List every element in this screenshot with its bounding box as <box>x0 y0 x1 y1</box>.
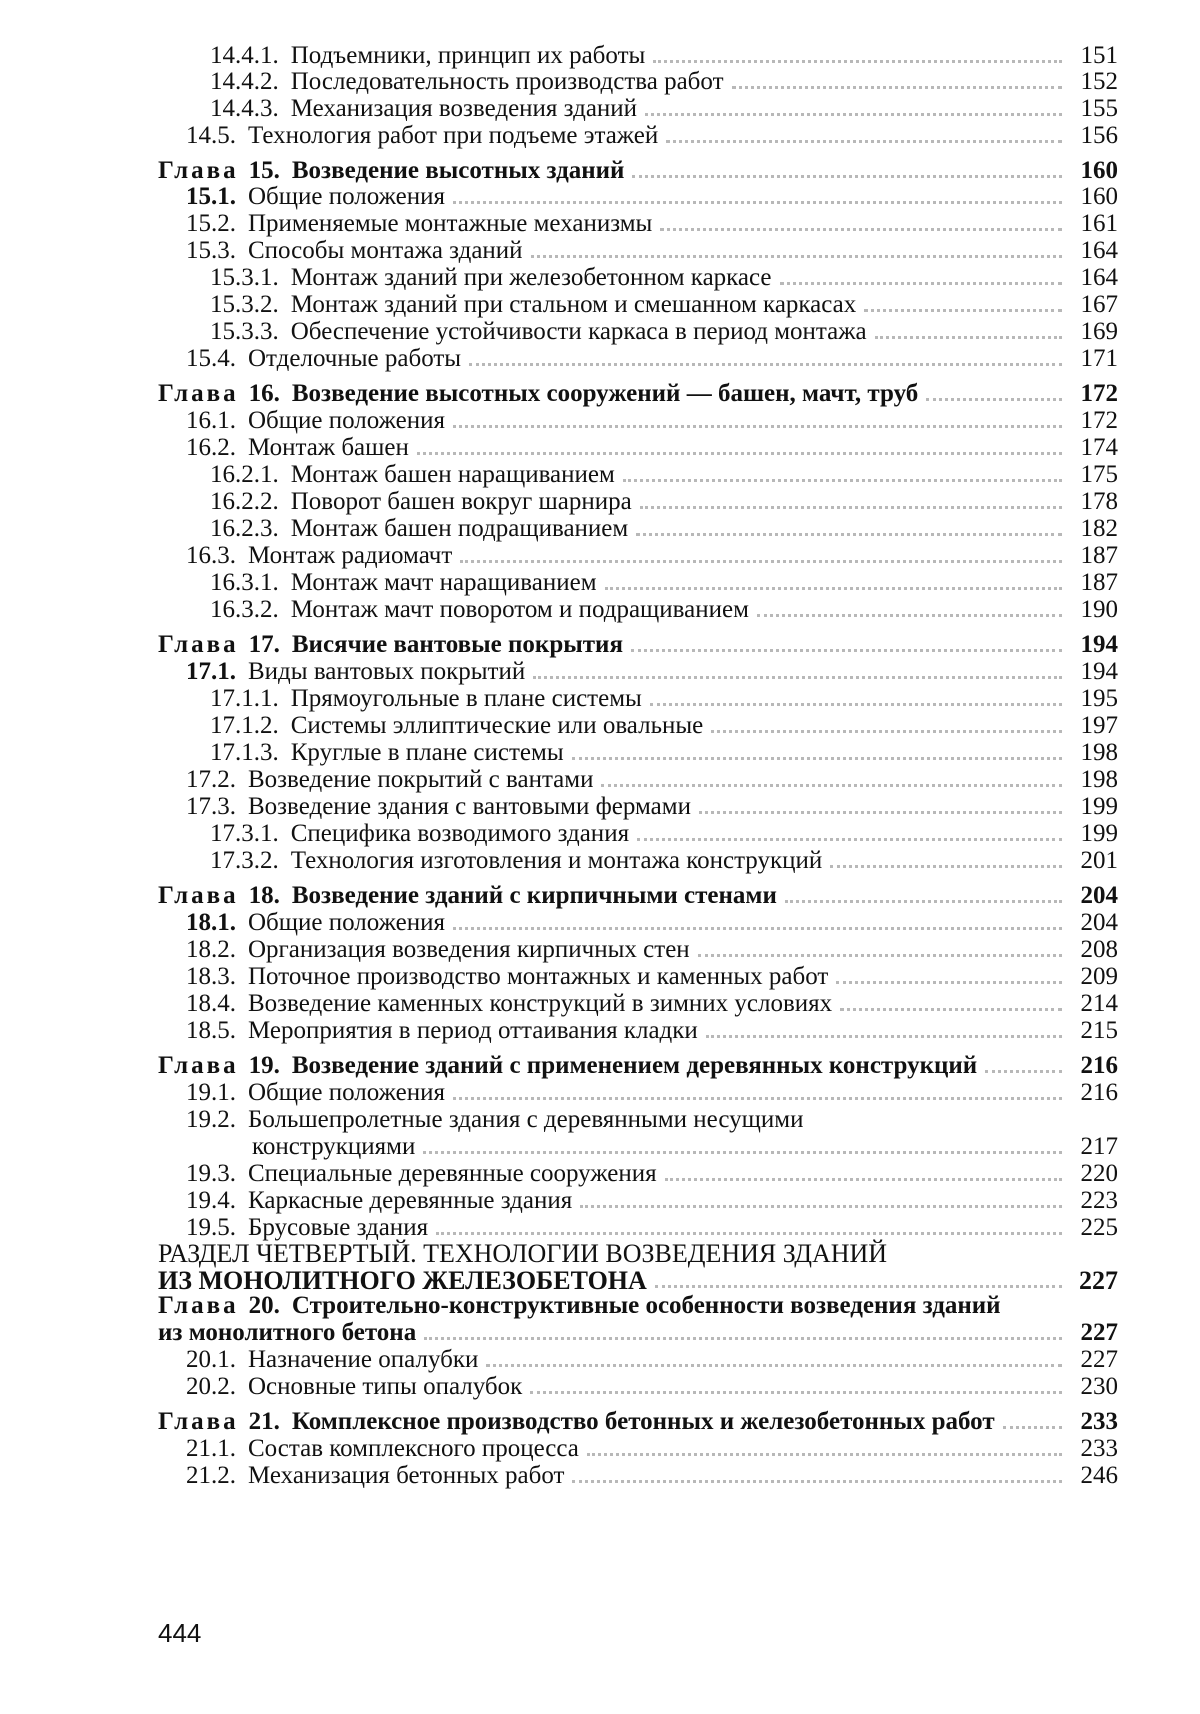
entry-page-number: 187 <box>1080 542 1118 569</box>
entry-page-number: 227 <box>1080 1319 1118 1346</box>
entry-title: Специальные деревянные сооружения <box>248 1160 657 1187</box>
entry-number: 19.3. <box>186 1160 236 1187</box>
dot-leader <box>572 751 1062 760</box>
toc-entry <box>186 122 1118 150</box>
toc-chapter-entry <box>158 631 1118 659</box>
entry-number: 16.1. <box>186 407 236 434</box>
entry-page-number: 172 <box>1080 380 1118 407</box>
toc-entry <box>186 237 1118 265</box>
dot-leader <box>926 392 1062 401</box>
toc-entry <box>210 847 1118 875</box>
entry-title: Висячие вантовые покрытия <box>291 631 623 658</box>
toc-entry <box>186 1187 1118 1215</box>
entry-number: 14.4.1. <box>210 42 279 69</box>
toc-part-entry <box>158 1240 1118 1268</box>
entry-number: 14.5. <box>186 122 236 149</box>
dot-leader <box>757 608 1062 617</box>
entry-page-number: 220 <box>1080 1160 1118 1187</box>
entry-number: 18.2. <box>186 936 236 963</box>
toc-entry <box>210 488 1118 516</box>
entry-title: Возведение высотных зданий <box>291 157 625 184</box>
entry-page-number: 216 <box>1080 1079 1118 1106</box>
entry-title: Монтаж зданий при железобетонном каркасе <box>290 264 772 291</box>
entry-title: Прямоугольные в плане системы <box>290 685 642 712</box>
entry-page-number: 164 <box>1080 264 1118 291</box>
entry-title: Круглые в плане системы <box>290 739 564 766</box>
entry-number: 17.1.2. <box>210 712 279 739</box>
entry-page-number: 175 <box>1080 461 1118 488</box>
dot-leader <box>417 446 1062 455</box>
entry-title: Виды вантовых покрытий <box>248 658 526 685</box>
entry-title: Монтаж башен <box>248 434 409 461</box>
entry-page-number: 174 <box>1080 434 1118 461</box>
dot-leader <box>632 169 1062 178</box>
entry-page-number: 230 <box>1080 1373 1118 1400</box>
entry-title: Общие положения <box>248 909 445 936</box>
entry-title: Подъемники, принцип их работы <box>290 42 646 69</box>
entry-number: 19.4. <box>186 1187 236 1214</box>
entry-title: Общие положения <box>248 183 445 210</box>
dot-leader <box>623 473 1062 482</box>
chapter-label: Глава <box>158 380 239 407</box>
entry-title: Каркасные деревянные здания <box>248 1187 573 1214</box>
dot-leader <box>533 670 1062 679</box>
entry-title: конструкциями <box>252 1133 416 1160</box>
toc-entry <box>186 909 1118 937</box>
entry-number: 16.2.3. <box>210 515 279 542</box>
toc-chapter-entry <box>158 1052 1118 1080</box>
toc-entry <box>186 963 1118 991</box>
entry-page-number: 161 <box>1080 210 1118 237</box>
entry-title: Применяемые монтажные механизмы <box>248 210 653 237</box>
entry-number: 15.3.1. <box>210 264 279 291</box>
dot-leader <box>653 54 1062 63</box>
entry-page-number: 223 <box>1080 1187 1118 1214</box>
toc-chapter-entry <box>158 380 1118 408</box>
chapter-label: Глава <box>158 1408 239 1435</box>
entry-number: 16.2.1. <box>210 461 279 488</box>
entry-number: 16.3. <box>186 542 236 569</box>
entry-number: 20.1. <box>186 1346 236 1373</box>
chapter-label: Глава <box>158 1052 239 1079</box>
entry-page-number: 233 <box>1080 1435 1118 1462</box>
toc-entry <box>186 345 1118 373</box>
entry-title: Возведение зданий с кирпичными стенами <box>291 882 777 909</box>
dot-leader <box>650 697 1062 706</box>
dot-leader <box>785 894 1062 903</box>
dot-leader <box>836 975 1062 984</box>
entry-title: Монтаж башен подращиванием <box>290 515 629 542</box>
dot-leader <box>985 1064 1062 1073</box>
entry-title: Последовательность производства работ <box>290 68 724 95</box>
entry-title: Комплексное производство бетонных и железобетонных работ <box>291 1408 995 1435</box>
entry-title: Назначение опалубки <box>248 1346 479 1373</box>
entry-title: Системы эллиптические или овальные <box>290 712 704 739</box>
entry-page-number: 209 <box>1080 963 1118 990</box>
dot-leader <box>637 832 1062 841</box>
toc-entry <box>210 264 1118 292</box>
entry-title: Возведение покрытий с вантами <box>248 766 594 793</box>
entry-page-number: 204 <box>1080 882 1118 909</box>
entry-page-number: 201 <box>1080 847 1118 874</box>
entry-page-number: 215 <box>1080 1017 1118 1044</box>
entry-title: Способы монтажа зданий <box>248 237 523 264</box>
toc-entry <box>186 1373 1118 1401</box>
entry-title: РАЗДЕЛ ЧЕТВЕРТЫЙ. ТЕХНОЛОГИИ ВОЗВЕДЕНИЯ ЗДАНИЙ <box>158 1239 888 1268</box>
toc-entry <box>186 434 1118 462</box>
entry-page-number: 156 <box>1080 122 1118 149</box>
dot-leader <box>665 1172 1062 1181</box>
toc-entry <box>186 1079 1118 1107</box>
entry-page-number: 208 <box>1080 936 1118 963</box>
entry-title: Возведение высотных сооружений — башен, мачт, труб <box>291 380 919 407</box>
dot-leader <box>698 948 1062 957</box>
entry-page-number: 151 <box>1080 42 1118 69</box>
dot-leader <box>1003 1420 1062 1429</box>
toc-entry <box>210 596 1118 624</box>
entry-page-number: 195 <box>1080 685 1118 712</box>
toc-entry <box>210 95 1118 123</box>
entry-page-number: 194 <box>1080 631 1118 658</box>
entry-title: Поточное производство монтажных и каменных работ <box>248 963 829 990</box>
entry-page-number: 160 <box>1080 183 1118 210</box>
entry-number: 19.2. <box>186 1106 236 1133</box>
entry-title: ИЗ МОНОЛИТНОГО ЖЕЛЕЗОБЕТОНА <box>158 1266 647 1295</box>
toc-entry <box>210 318 1118 346</box>
toc-entry <box>186 183 1118 211</box>
entry-title: Отделочные работы <box>248 345 462 372</box>
toc-entry <box>186 407 1118 435</box>
entry-page-number: 194 <box>1080 658 1118 685</box>
dot-leader <box>895 1255 1062 1261</box>
entry-number: 21. <box>248 1408 280 1435</box>
entry-number: 16.2. <box>186 434 236 461</box>
dot-leader <box>631 643 1062 652</box>
dot-leader <box>460 554 1062 563</box>
entry-page-number: 198 <box>1080 766 1118 793</box>
entry-number: 17.3.1. <box>210 820 279 847</box>
entry-number: 21.1. <box>186 1435 236 1462</box>
entry-number: 17.3. <box>186 793 236 820</box>
entry-title: Основные типы опалубок <box>248 1373 523 1400</box>
entry-title: Технология изготовления и монтажа конструкций <box>290 847 823 874</box>
dot-leader <box>453 419 1062 428</box>
toc-entry <box>210 515 1118 543</box>
page-number: 444 <box>158 1618 202 1648</box>
dot-leader <box>424 1331 1062 1340</box>
toc-entry <box>186 936 1118 964</box>
entry-title: Возведение каменных конструкций в зимних условиях <box>248 990 833 1017</box>
toc-entry <box>186 766 1118 794</box>
chapter-label: Глава <box>158 157 239 184</box>
chapter-label: Глава <box>158 1292 239 1319</box>
entry-number: 19.5. <box>186 1214 236 1241</box>
toc-entry <box>210 42 1118 70</box>
dot-leader <box>587 1447 1062 1456</box>
dot-leader <box>453 921 1062 930</box>
dot-leader <box>840 1002 1062 1011</box>
entry-title: Общие положения <box>248 407 445 434</box>
entry-title: из монолитного бетона <box>158 1319 417 1346</box>
entry-title: Общие положения <box>248 1079 445 1106</box>
toc-chapter-entry <box>158 157 1118 185</box>
dot-leader <box>531 249 1062 258</box>
toc-entry <box>210 820 1118 848</box>
toc-part-entry <box>158 1267 1118 1295</box>
entry-number: 16.2.2. <box>210 488 279 515</box>
toc-entry <box>210 712 1118 740</box>
dot-leader <box>453 195 1062 204</box>
entry-title: Поворот башен вокруг шарнира <box>290 488 632 515</box>
dot-leader <box>660 222 1062 231</box>
dot-leader <box>699 805 1062 814</box>
entry-page-number: 246 <box>1080 1462 1118 1489</box>
dot-leader <box>636 527 1062 536</box>
entry-number: 15.1. <box>186 183 236 210</box>
entry-page-number: 178 <box>1080 488 1118 515</box>
toc-entry <box>210 461 1118 489</box>
entry-title: Мероприятия в период оттаивания кладки <box>248 1017 698 1044</box>
toc-entry <box>186 1462 1118 1490</box>
entry-number: 17.2. <box>186 766 236 793</box>
entry-title: Механизация возведения зданий <box>290 95 638 122</box>
entry-title: Механизация бетонных работ <box>248 1462 565 1489</box>
entry-number: 15.3. <box>186 237 236 264</box>
entry-number: 14.4.3. <box>210 95 279 122</box>
entry-title: Возведение здания с вантовыми фермами <box>248 793 691 820</box>
dot-leader <box>864 303 1062 312</box>
toc-entry <box>186 542 1118 570</box>
toc-entry <box>186 1160 1118 1188</box>
entry-page-number: 216 <box>1080 1052 1118 1079</box>
entry-number: 15.2. <box>186 210 236 237</box>
toc-entry <box>186 793 1118 821</box>
toc-entry <box>210 685 1118 713</box>
entry-title: Возведение зданий с применением деревянных конструкций <box>291 1052 978 1079</box>
entry-page-number: 167 <box>1080 291 1118 318</box>
dot-leader <box>645 107 1062 116</box>
dot-leader <box>453 1091 1062 1100</box>
entry-title: Монтаж мачт поворотом и подращиванием <box>290 596 749 623</box>
dot-leader <box>530 1385 1062 1394</box>
entry-page-number: 169 <box>1080 318 1118 345</box>
entry-number: 14.4.2. <box>210 68 279 95</box>
entry-page-number: 227 <box>1080 1346 1118 1373</box>
entry-title: Монтаж зданий при стальном и смешанном каркасах <box>290 291 857 318</box>
toc-chapter-entry <box>158 1408 1118 1436</box>
entry-title: Брусовые здания <box>248 1214 429 1241</box>
dot-leader <box>830 859 1062 868</box>
entry-number: 16.3.1. <box>210 569 279 596</box>
dot-leader <box>655 1279 1062 1288</box>
dot-leader <box>666 134 1062 143</box>
entry-page-number: 214 <box>1080 990 1118 1017</box>
dot-leader <box>812 1121 1063 1127</box>
toc-entry <box>186 990 1118 1018</box>
entry-number: 17.3.2. <box>210 847 279 874</box>
dot-leader <box>436 1226 1062 1235</box>
dot-leader <box>486 1358 1062 1367</box>
entry-number: 17.1.3. <box>210 739 279 766</box>
entry-page-number: 155 <box>1080 95 1118 122</box>
entry-title: Технология работ при подъеме этажей <box>248 122 659 149</box>
entry-page-number: 198 <box>1080 739 1118 766</box>
entry-page-number: 225 <box>1080 1214 1118 1241</box>
entry-title: Состав комплексного процесса <box>248 1435 579 1462</box>
entry-page-number: 171 <box>1080 345 1118 372</box>
dot-leader <box>423 1145 1062 1154</box>
toc-entry <box>186 210 1118 238</box>
entry-page-number: 199 <box>1080 820 1118 847</box>
toc-entry <box>186 1214 1118 1242</box>
toc-entry <box>210 68 1118 96</box>
entry-title: Монтаж мачт наращиванием <box>290 569 597 596</box>
dot-leader <box>469 357 1062 366</box>
entry-number: 21.2. <box>186 1462 236 1489</box>
entry-page-number: 160 <box>1080 157 1118 184</box>
dot-leader <box>572 1474 1062 1483</box>
chapter-label: Глава <box>158 882 239 909</box>
entry-title: Монтаж радиомачт <box>248 542 453 569</box>
toc-entry <box>210 569 1118 597</box>
toc-entry <box>210 291 1118 319</box>
dot-leader <box>706 1029 1062 1038</box>
entry-title: Обеспечение устойчивости каркаса в период монтажа <box>290 318 867 345</box>
entry-number: 18. <box>248 882 280 909</box>
toc-entry <box>186 658 1118 686</box>
entry-title: Организация возведения кирпичных стен <box>248 936 690 963</box>
dot-leader <box>601 778 1062 787</box>
dot-leader <box>875 330 1062 339</box>
entry-page-number: 172 <box>1080 407 1118 434</box>
entry-page-number: 152 <box>1080 68 1118 95</box>
entry-number: 18.3. <box>186 963 236 990</box>
entry-title: Строительно-конструктивные особенности возведения зданий <box>291 1292 1001 1319</box>
toc-chapter-entry <box>158 1292 1118 1320</box>
toc-chapter-entry <box>158 1319 1118 1347</box>
entry-number: 16. <box>248 380 280 407</box>
entry-title: Большепролетные здания с деревянными несущими <box>248 1106 804 1133</box>
entry-page-number: 217 <box>1080 1133 1118 1160</box>
entry-number: 16.3.2. <box>210 596 279 623</box>
chapter-label: Глава <box>158 631 239 658</box>
entry-number: 15. <box>248 157 280 184</box>
entry-number: 19. <box>248 1052 280 1079</box>
toc-entry <box>186 1017 1118 1045</box>
dot-leader <box>580 1199 1062 1208</box>
entry-page-number: 197 <box>1080 712 1118 739</box>
entry-number: 18.1. <box>186 909 236 936</box>
entry-number: 15.3.3. <box>210 318 279 345</box>
entry-number: 15.4. <box>186 345 236 372</box>
entry-number: 19.1. <box>186 1079 236 1106</box>
toc-entry <box>186 1435 1118 1463</box>
entry-number: 18.4. <box>186 990 236 1017</box>
entry-number: 17.1.1. <box>210 685 279 712</box>
entry-number: 18.5. <box>186 1017 236 1044</box>
entry-page-number: 233 <box>1080 1408 1118 1435</box>
toc-entry <box>252 1133 1118 1161</box>
entry-page-number: 227 <box>1079 1266 1118 1295</box>
toc-entry <box>186 1346 1118 1374</box>
entry-page-number: 204 <box>1080 909 1118 936</box>
dot-leader <box>1009 1307 1062 1313</box>
dot-leader <box>640 500 1062 509</box>
dot-leader <box>605 581 1062 590</box>
toc-entry <box>210 739 1118 767</box>
entry-title: Монтаж башен наращиванием <box>290 461 615 488</box>
dot-leader <box>780 276 1062 285</box>
entry-number: 20. <box>248 1292 280 1319</box>
dot-leader <box>732 80 1062 89</box>
toc-entry <box>186 1106 1118 1134</box>
entry-page-number: 199 <box>1080 793 1118 820</box>
entry-number: 20.2. <box>186 1373 236 1400</box>
entry-number: 17.1. <box>186 658 236 685</box>
entry-number: 15.3.2. <box>210 291 279 318</box>
toc-chapter-entry <box>158 882 1118 910</box>
entry-page-number: 190 <box>1080 596 1118 623</box>
entry-number: 17. <box>248 631 280 658</box>
entry-page-number: 164 <box>1080 237 1118 264</box>
entry-title: Специфика возводимого здания <box>290 820 630 847</box>
entry-page-number: 182 <box>1080 515 1118 542</box>
entry-page-number: 187 <box>1080 569 1118 596</box>
dot-leader <box>711 724 1062 733</box>
